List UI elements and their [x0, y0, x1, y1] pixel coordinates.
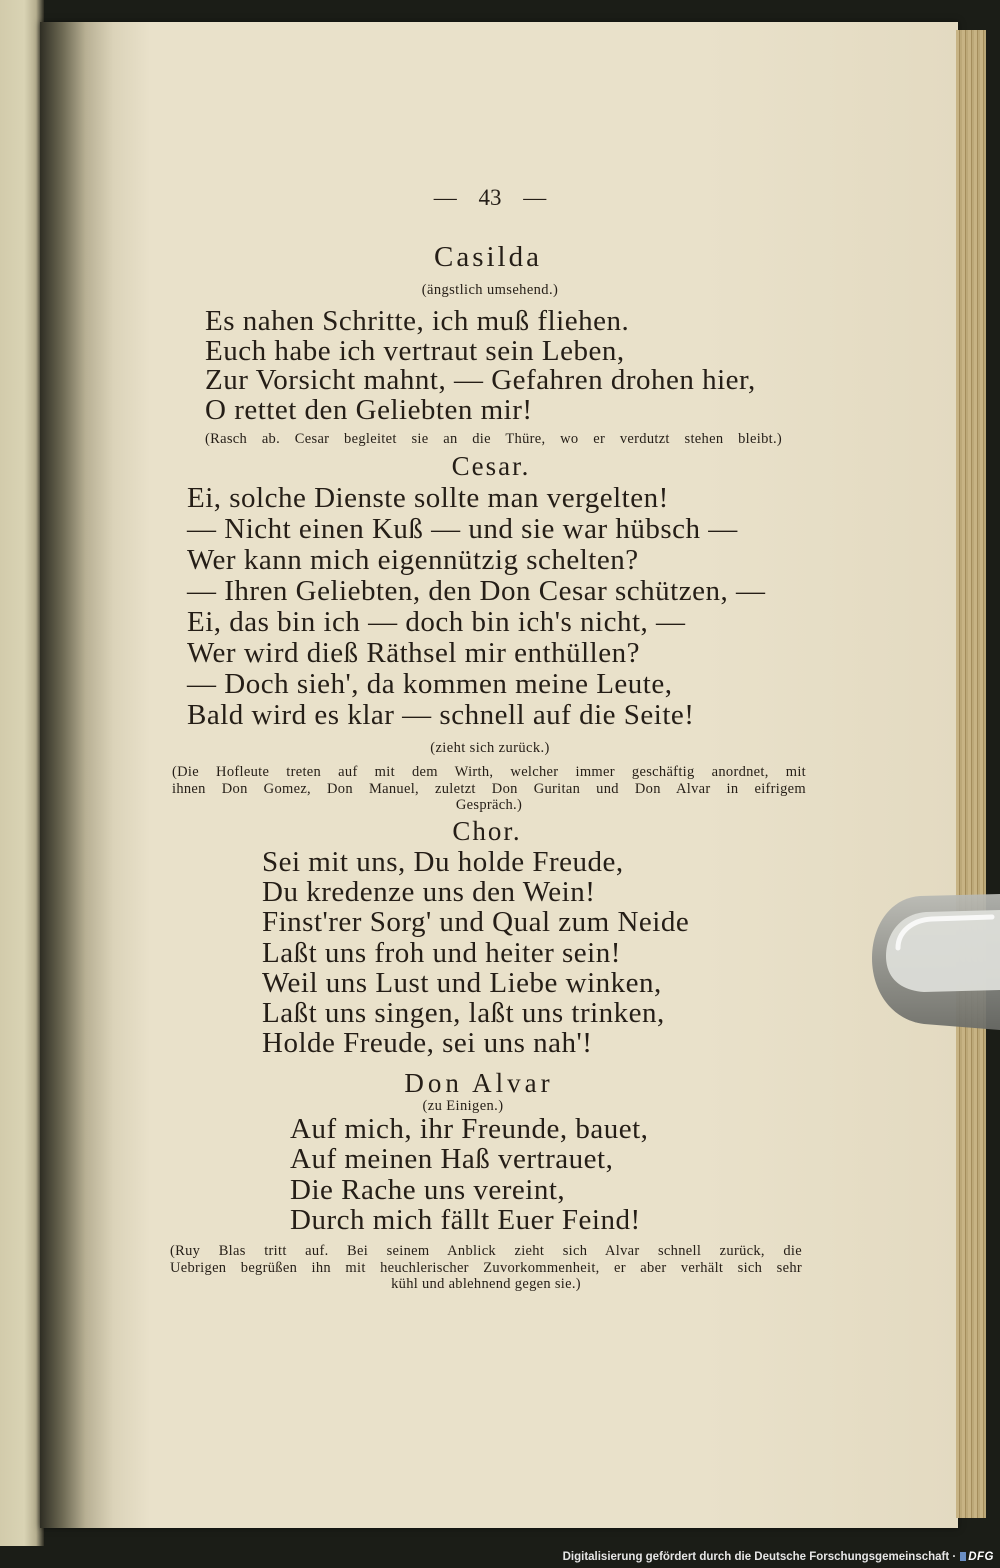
stage-direction-line: (Die Hofleute treten auf mit dem Wirth, welcher immer geschäftig anordnet, mit	[172, 764, 806, 780]
stage-direction: (zieht sich zurück.)	[430, 740, 550, 756]
stage-direction-line: (Rasch ab. Cesar begleitet sie an die Thüre, wo er verdutzt stehen bleibt.)	[205, 431, 782, 447]
dfg-logo: DFG	[968, 1551, 994, 1563]
digitization-footer	[520, 1549, 994, 1565]
page-number: — 43 —	[433, 185, 547, 210]
verse-line: Auf meinen Haß vertrauet,	[290, 1143, 614, 1176]
verse-line: Auf mich, ihr Freunde, bauet,	[290, 1113, 649, 1145]
verse-block-cesar	[187, 483, 765, 731]
verse-line: Weil uns Lust und Liebe winken,	[262, 966, 662, 999]
verse-line: — Doch sieh', da kommen meine Leute,	[187, 668, 673, 700]
stage-direction: (ängstlich umsehend.)	[421, 282, 559, 298]
facing-page-edge	[0, 0, 44, 1546]
verse-line: Wer kann mich eigennützig schelten?	[187, 544, 639, 576]
verse-line: Durch mich fällt Euer Feind!	[290, 1203, 641, 1236]
verse-line: Ei, das bin ich — doch bin ich's nicht, —	[187, 606, 686, 638]
speaker-name-casilda: Casilda	[434, 241, 542, 273]
verse-line: Sei mit uns, Du holde Freude,	[262, 846, 624, 878]
stage-direction: (zu Einigen.)	[422, 1098, 504, 1114]
speaker-name-cesar: Cesar.	[451, 451, 531, 481]
verse-line: Laßt uns froh und heiter sein!	[262, 936, 621, 969]
verse-line: Ei, solche Dienste sollte man vergelten!	[187, 482, 669, 514]
stage-direction-line: ihnen Don Gomez, Don Manuel, zuletzt Don Guritan und Don Alvar in eifrigem	[172, 780, 806, 797]
stage-direction-line: (Ruy Blas tritt auf. Bei seinem Anblick zieht sich Alvar schnell zurück, die	[170, 1243, 802, 1259]
stage-direction-line: Uebrigen begrüßen ihn mit heuchlerischer Zuvorkommenheit, er aber verhält sich sehr	[170, 1259, 802, 1276]
verse-line: Finst'rer Sorg' und Qual zum Neide	[262, 906, 690, 939]
stage-direction-line: Gespräch.)	[455, 797, 523, 814]
verse-line: Laßt uns singen, laßt uns trinken,	[262, 997, 665, 1030]
verse-line: Die Rache uns vereint,	[290, 1173, 566, 1206]
stage-direction-exit	[205, 431, 782, 448]
stage-direction-ruy-blas-entrance	[170, 1243, 802, 1293]
speaker-name-don-alvar: Don Alvar	[404, 1068, 554, 1098]
verse-block-casilda	[205, 307, 756, 426]
verse-block-chor	[262, 847, 689, 1058]
dfg-logo-icon	[960, 1552, 966, 1561]
page-stack-edges	[956, 30, 986, 1518]
verse-line: — Ihren Geliebten, den Don Cesar schützen, —	[187, 575, 766, 607]
verse-line: Du kredenze uns den Wein!	[262, 876, 596, 909]
speaker-name-chor: Chor.	[452, 816, 522, 846]
verse-line: Euch habe ich vertraut sein Leben,	[205, 334, 625, 367]
verse-line: O rettet den Geliebten mir!	[205, 394, 533, 427]
page-weight-clip	[868, 886, 1000, 1032]
stage-direction-line: kühl und ablehnend gegen sie.)	[391, 1276, 581, 1293]
digitization-credit: Digitalisierung gefördert durch die Deutsche Forschungsgemeinschaft ·	[562, 1551, 957, 1563]
verse-block-alvar	[290, 1114, 648, 1235]
verse-line: Holde Freude, sei uns nah'!	[262, 1027, 593, 1060]
stage-direction-entrance	[172, 764, 806, 814]
verse-line: — Nicht einen Kuß — und sie war hübsch —	[187, 513, 738, 545]
verse-line: Es nahen Schritte, ich muß fliehen.	[205, 305, 630, 337]
verse-line: Zur Vorsicht mahnt, — Gefahren drohen hier,	[205, 364, 756, 397]
verse-line: Bald wird es klar — schnell auf die Seite!	[187, 699, 695, 731]
verse-line: Wer wird dieß Räthsel mir enthüllen?	[187, 637, 640, 669]
